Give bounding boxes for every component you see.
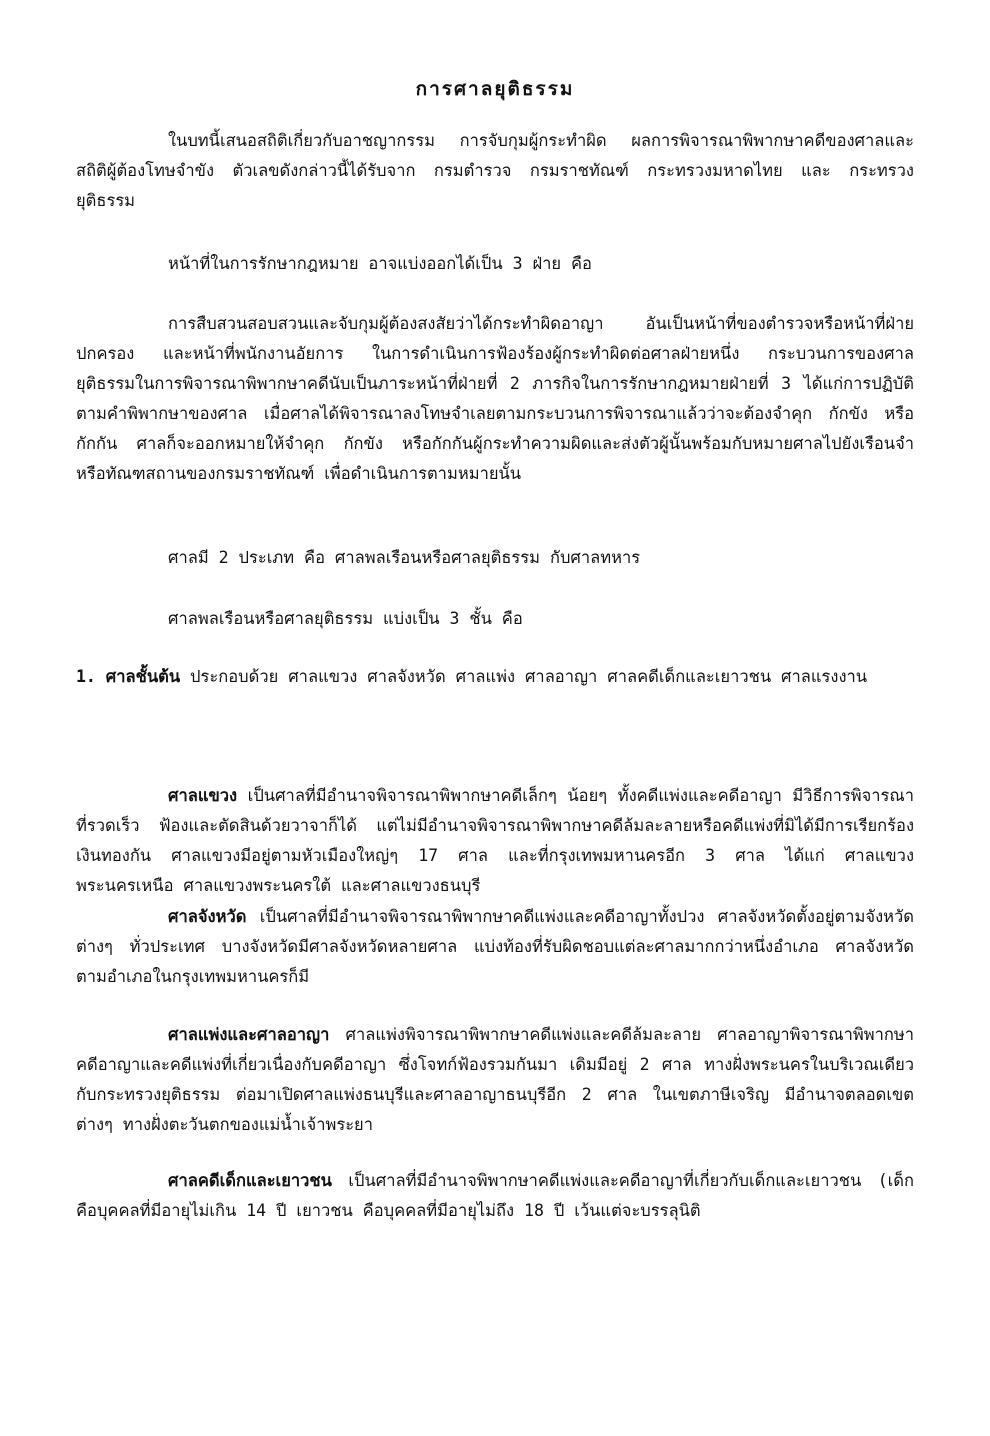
paragraph-court-types — [76, 543, 914, 573]
paragraph-juvenile-court — [76, 1166, 914, 1226]
paragraph-text: เป็นศาลที่มีอำนาจพิจารณาพิพากษาคดีเล็กๆ น้อยๆ ทั้งคดีแพ่งและคดีอาญา มีวิธีการพิจารณาที่รวดเร็ว ฟ้องและตัดสินด้วยวาจาก็ได้ แต่ไม่มีอำนาจพิจารณาพิพากษาคดีล้มละลายหรือคดีแพ่งที่มิได้มีการเรียกร้องเงินทองกัน ศาลแขวงมีอยู่ตามหัวเมืองใหญ่ๆ 17 ศาล และที่กรุงเทพมหานครอีก 3 ศาล ได้แก่ ศาลแขวงพระนครเหนือ ศาลแขวงพระนครใต้ และศาลแขวงธนบุรี — [76, 786, 914, 895]
paragraph-text: ประกอบด้วย ศาลแขวง ศาลจังหวัด ศาลแพ่ง ศาลอาญา ศาลคดีเด็กและเยาวชน ศาลแรงงาน — [180, 667, 868, 686]
paragraph-heading: ศาลคดีเด็กและเยาวชน — [168, 1171, 332, 1190]
paragraph-first-instance — [76, 662, 914, 692]
paragraph-district-court — [76, 781, 914, 901]
paragraph-process — [76, 309, 914, 489]
paragraph-civil-courts — [76, 604, 914, 634]
paragraph-text: เป็นศาลที่มีอำนาจพิจารณาพิพากษาคดีแพ่งและคดีอาญาทั้งปวง ศาลจังหวัดตั้งอยู่ตามจังหวัดต่างๆ ทั่วประเทศ บางจังหวัดมีศาลจังหวัดหลายศาล แบ่งท้องที่รับผิดชอบแต่ละศาลมากกว่าหนึ่งอำเภอ ศาลจังหวัดตามอำเภอในกรุงเทพมหานครก็มี — [76, 907, 914, 986]
paragraph-heading: ศาลแพ่งและศาลอาญา — [168, 1025, 330, 1044]
paragraph-duties — [76, 249, 914, 279]
document-title: การศาลยุติธรรม — [415, 78, 575, 100]
paragraph-text: หน้าที่ในการรักษากฎหมาย อาจแบ่งออกได้เป็น 3 ฝ่าย คือ — [168, 254, 592, 273]
paragraph-text: ศาลพลเรือนหรือศาลยุติธรรม แบ่งเป็น 3 ชั้น คือ — [168, 609, 523, 628]
paragraph-text: ศาลมี 2 ประเภท คือ ศาลพลเรือนหรือศาลยุติธรรม กับศาลทหาร — [168, 548, 641, 567]
paragraph-intro — [76, 126, 914, 216]
paragraph-text: ศาลแพ่งพิจารณาพิพากษาคดีแพ่งและคดีล้มละลาย ศาลอาญาพิจารณาพิพากษาคดีอาญาและคดีแพ่งที่เกี่ยวเนื่องกับคดีอาญา ซึ่งโจทก์ฟ้องรวมกันมา เดิมมีอยู่ 2 ศาล ทางฝั่งพระนครในบริเวณเดียวกับกระทรวงยุติธรรม ต่อมาเปิดศาลแพ่งธนบุรีและศาลอาญาธนบุรีอีก 2 ศาล ในเขตภาษีเจริญ มีอำนาจตลอดเขตต่างๆ ทางฝั่งตะวันตกของแม่น้ำเจ้าพระยา — [76, 1025, 914, 1134]
paragraph-provincial-court — [76, 902, 914, 992]
paragraph-civil-criminal-court — [76, 1020, 914, 1140]
paragraph-heading: ศาลจังหวัด — [168, 907, 247, 926]
paragraph-text: การสืบสวนสอบสวนและจับกุมผู้ต้องสงสัยว่าได้กระทำผิดอาญา อันเป็นหน้าที่ของตำรวจหรือหน้าที่ฝ่ายปกครอง และหน้าที่พนักงานอัยการ ในการดำเนินการฟ้องร้องผู้กระทำผิดต่อศาลฝ่ายหนึ่ง กระบวนการของศาลยุติธรรมในการพิจารณาพิพากษาคดีนับเป็นภาระหน้าที่ฝ่ายที่ 2 ภารกิจในการรักษากฎหมายฝ่ายที่ 3 ได้แก่การปฏิบัติตามคำพิพากษาของศาล เมื่อศาลได้พิจารณาลงโทษจำเลยตามกระบวนการพิจารณาแล้วว่าจะต้องจำคุก กักขัง หรือกักกัน ศาลก็จะออกหมายให้จำคุก กักขัง หรือกักกันผู้กระทำความผิดและส่งตัวผู้นั้นพร้อมกับหมายศาลไปยังเรือนจำหรือทัณฑสถานของกรมราชทัณฑ์ เพื่อดำเนินการตามหมายนั้น — [76, 314, 914, 483]
paragraph-heading: ศาลแขวง — [168, 786, 238, 805]
paragraph-text: ในบทนี้เสนอสถิติเกี่ยวกับอาชญากรรม การจับกุมผู้กระทำผิด ผลการพิจารณาพิพากษาคดีของศาลและสถิติผู้ต้องโทษจำขัง ตัวเลขดังกล่าวนี้ได้รับจาก กรมตำรวจ กรมราชทัณฑ์ กระทรวงมหาดไทย และ กระทรวงยุติธรรม — [76, 131, 914, 210]
paragraph-text: เป็นศาลที่มีอำนาจพิพากษาคดีแพ่งและคดีอาญาที่เกี่ยวกับเด็กและเยาวชน (เด็กคือบุคคลที่มีอายุไม่เกิน 14 ปี เยาวชน คือบุคคลที่มีอายุไม่ถึง 18 ปี เว้นแต่จะบรรลุนิติ — [76, 1171, 914, 1220]
paragraph-heading: 1. ศาลชั้นต้น — [76, 667, 181, 686]
